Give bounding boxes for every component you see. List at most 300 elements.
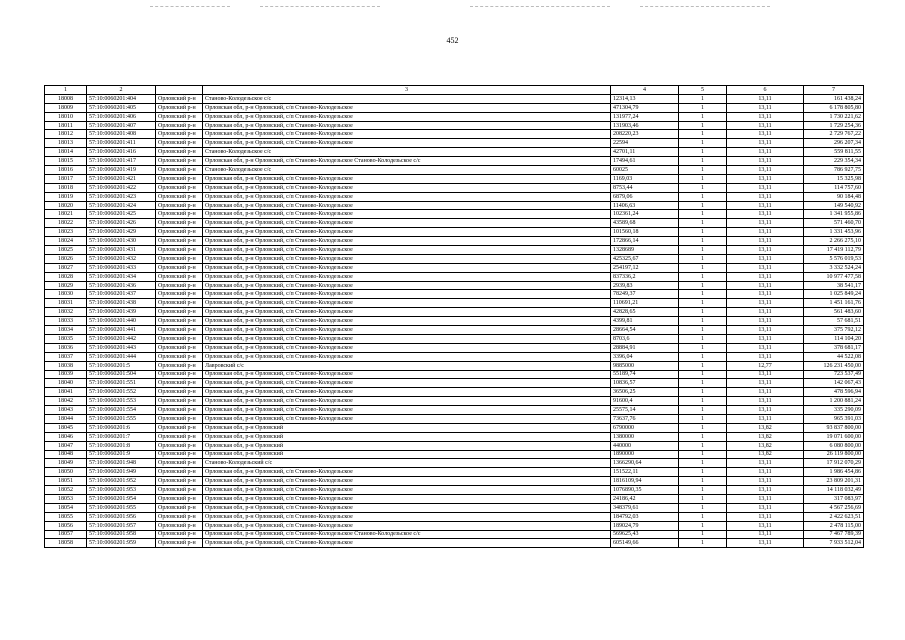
district-cell: Орловский р-н [156, 219, 203, 228]
table-row [45, 441, 864, 450]
area-cell: 78249,37 [611, 290, 679, 299]
value-cell: 1 200 881,24 [804, 397, 864, 406]
area-cell: 73637,76 [611, 414, 679, 423]
cadastral-number-cell: 57:10:0060201:955 [87, 503, 156, 512]
table-row [45, 308, 864, 317]
scan-artifact-line [640, 6, 770, 7]
value-cell: 6 178 805,80 [804, 103, 864, 112]
cadastral-number-cell: 57:10:0060201:953 [87, 486, 156, 495]
district-cell: Орловский р-н [156, 139, 203, 148]
cadastral-table [44, 85, 864, 548]
value-cell: 2 266 275,10 [804, 237, 864, 246]
address-cell: Орловская обл, р-н Орловский, с/п Станово-Колодезьское [203, 477, 611, 486]
value-cell: 10 977 477,58 [804, 272, 864, 281]
district-cell: Орловский р-н [156, 441, 203, 450]
row-number-cell: 18011 [45, 121, 87, 130]
count-cell: 1 [679, 397, 727, 406]
district-cell: Орловский р-н [156, 326, 203, 335]
area-cell: 102361,24 [611, 210, 679, 219]
district-cell: Орловский р-н [156, 521, 203, 530]
table-row [45, 343, 864, 352]
count-cell: 1 [679, 432, 727, 441]
row-number-cell: 18008 [45, 94, 87, 103]
value-cell: 1 331 453,96 [804, 228, 864, 237]
address-cell: Станово-Колодезьский с/с [203, 459, 611, 468]
row-number-cell: 18021 [45, 210, 87, 219]
table-row [45, 183, 864, 192]
address-cell: Орловская обл, р-н Орловский [203, 441, 611, 450]
area-cell: 3396,04 [611, 352, 679, 361]
page-number: 452 [446, 36, 459, 45]
address-cell: Станово-Колодезьское с/с [203, 94, 611, 103]
count-cell: 1 [679, 441, 727, 450]
row-number-cell: 18056 [45, 521, 87, 530]
rate-cell: 12,77 [727, 361, 804, 370]
scan-artifact-line [260, 6, 380, 7]
table-row [45, 166, 864, 175]
count-cell: 1 [679, 388, 727, 397]
area-cell: 254197,12 [611, 263, 679, 272]
address-cell: Орловская обл, р-н Орловский, с/п Станово-Колодезьское [203, 254, 611, 263]
district-cell: Орловский р-н [156, 388, 203, 397]
count-cell: 1 [679, 290, 727, 299]
count-cell: 1 [679, 228, 727, 237]
area-cell: 28664,54 [611, 326, 679, 335]
cadastral-number-cell: 57:10:0060201:504 [87, 370, 156, 379]
value-cell: 44 522,08 [804, 352, 864, 361]
count-cell: 1 [679, 219, 727, 228]
cadastral-number-cell: 57:10:0060201:411 [87, 139, 156, 148]
count-cell: 1 [679, 148, 727, 157]
cadastral-number-cell: 57:10:0060201:9 [87, 450, 156, 459]
area-cell: 348379,61 [611, 503, 679, 512]
address-cell: Орловская обл, р-н Орловский, с/п Станово-Колодезьское [203, 299, 611, 308]
area-cell: 1380000 [611, 432, 679, 441]
row-number-cell: 18052 [45, 486, 87, 495]
rate-cell: 13,11 [727, 103, 804, 112]
district-cell: Орловский р-н [156, 237, 203, 246]
row-number-cell: 18043 [45, 406, 87, 415]
address-cell: Орловская обл, р-н Орловский, с/п Станово-Колодезьское [203, 370, 611, 379]
district-cell: Орловский р-н [156, 361, 203, 370]
rate-cell: 13,82 [727, 450, 804, 459]
table-row [45, 414, 864, 423]
row-number-cell: 18029 [45, 281, 87, 290]
row-number-cell: 18050 [45, 468, 87, 477]
value-cell: 4 567 256,69 [804, 503, 864, 512]
address-cell: Орловская обл, р-н Орловский, с/п Станово-Колодезьское [203, 308, 611, 317]
district-cell: Орловский р-н [156, 317, 203, 326]
row-number-cell: 18037 [45, 352, 87, 361]
row-number-cell: 18045 [45, 423, 87, 432]
column-header: 4 [611, 86, 679, 95]
value-cell: 93 837 800,00 [804, 423, 864, 432]
value-cell: 23 809 201,31 [804, 477, 864, 486]
district-cell: Орловский р-н [156, 183, 203, 192]
row-number-cell: 18010 [45, 112, 87, 121]
table-row [45, 432, 864, 441]
scan-artifact-line [150, 6, 230, 7]
address-cell: Орловская обл, р-н Орловский, с/п Станово-Колодезьское [203, 334, 611, 343]
rate-cell: 13,11 [727, 201, 804, 210]
cadastral-number-cell: 57:10:0060201:956 [87, 512, 156, 521]
count-cell: 1 [679, 468, 727, 477]
count-cell: 1 [679, 254, 727, 263]
address-cell: Орловская обл, р-н Орловский, с/п Станово-Колодезьское [203, 317, 611, 326]
rate-cell: 13,11 [727, 157, 804, 166]
area-cell: 1328689 [611, 246, 679, 255]
area-cell: 60025 [611, 166, 679, 175]
area-cell: 28884,91 [611, 343, 679, 352]
address-cell: Орловская обл, р-н Орловский, с/п Станово-Колодезьское [203, 272, 611, 281]
area-cell: 91600,4 [611, 397, 679, 406]
cadastral-number-cell: 57:10:0060201:422 [87, 183, 156, 192]
table-row [45, 174, 864, 183]
cadastral-number-cell: 57:10:0060201:431 [87, 246, 156, 255]
column-header: 3 [203, 86, 611, 95]
area-cell: 43589,68 [611, 219, 679, 228]
table-row [45, 148, 864, 157]
district-cell: Орловский р-н [156, 157, 203, 166]
count-cell: 1 [679, 299, 727, 308]
table-row [45, 539, 864, 548]
row-number-cell: 18044 [45, 414, 87, 423]
area-cell: 6879,06 [611, 192, 679, 201]
district-cell: Орловский р-н [156, 148, 203, 157]
table-row [45, 423, 864, 432]
column-header [156, 86, 203, 95]
row-number-cell: 18016 [45, 166, 87, 175]
table-row [45, 370, 864, 379]
count-cell: 1 [679, 352, 727, 361]
address-cell: Орловская обл, р-н Орловский, с/п Станово-Колодезьское [203, 468, 611, 477]
rate-cell: 13,11 [727, 290, 804, 299]
count-cell: 1 [679, 539, 727, 548]
count-cell: 1 [679, 423, 727, 432]
value-cell: 1 451 161,76 [804, 299, 864, 308]
rate-cell: 13,11 [727, 281, 804, 290]
rate-cell: 13,11 [727, 94, 804, 103]
area-cell: 131977,24 [611, 112, 679, 121]
row-number-cell: 18038 [45, 361, 87, 370]
area-cell: 12314,13 [611, 94, 679, 103]
value-cell: 114 104,20 [804, 334, 864, 343]
district-cell: Орловский р-н [156, 539, 203, 548]
table-row [45, 352, 864, 361]
value-cell: 142 067,43 [804, 379, 864, 388]
rate-cell: 13,11 [727, 130, 804, 139]
cadastral-number-cell: 57:10:0060201:419 [87, 166, 156, 175]
table-row [45, 317, 864, 326]
rate-cell: 13,11 [727, 228, 804, 237]
table-row [45, 263, 864, 272]
district-cell: Орловский р-н [156, 512, 203, 521]
address-cell: Орловская обл, р-н Орловский, с/п Станово-Колодезьское [203, 103, 611, 112]
table-row [45, 459, 864, 468]
district-cell: Орловский р-н [156, 477, 203, 486]
area-cell: 2939,83 [611, 281, 679, 290]
count-cell: 1 [679, 237, 727, 246]
district-cell: Орловский р-н [156, 503, 203, 512]
row-number-cell: 18048 [45, 450, 87, 459]
district-cell: Орловский р-н [156, 379, 203, 388]
address-cell: Орловская обл, р-н Орловский, с/п Станово-Колодезьское [203, 237, 611, 246]
district-cell: Орловский р-н [156, 272, 203, 281]
address-cell: Орловская обл, р-н Орловский, с/п Станово-Колодезьское [203, 406, 611, 415]
address-cell: Орловская обл, р-н Орловский, с/п Станово-Колодезьское [203, 210, 611, 219]
count-cell: 1 [679, 263, 727, 272]
cadastral-number-cell: 57:10:0060201:440 [87, 317, 156, 326]
rate-cell: 13,11 [727, 343, 804, 352]
table-row [45, 246, 864, 255]
value-cell: 723 537,49 [804, 370, 864, 379]
address-cell: Орловская обл, р-н Орловский, с/п Станово-Колодезьское Станово-Колодезьское с/с [203, 157, 611, 166]
rate-cell: 13,11 [727, 494, 804, 503]
count-cell: 1 [679, 174, 727, 183]
value-cell: 561 483,60 [804, 308, 864, 317]
rate-cell: 13,11 [727, 486, 804, 495]
count-cell: 1 [679, 361, 727, 370]
value-cell: 1 729 254,36 [804, 121, 864, 130]
area-cell: 440000 [611, 441, 679, 450]
row-number-cell: 18055 [45, 512, 87, 521]
value-cell: 478 596,94 [804, 388, 864, 397]
row-number-cell: 18030 [45, 290, 87, 299]
value-cell: 6 080 800,00 [804, 441, 864, 450]
rate-cell: 13,11 [727, 112, 804, 121]
count-cell: 1 [679, 477, 727, 486]
value-cell: 17 912 070,29 [804, 459, 864, 468]
area-cell: 184792,03 [611, 512, 679, 521]
count-cell: 1 [679, 210, 727, 219]
district-cell: Орловский р-н [156, 468, 203, 477]
count-cell: 1 [679, 406, 727, 415]
table-row [45, 157, 864, 166]
table-row [45, 477, 864, 486]
cadastral-number-cell: 57:10:0060201:417 [87, 157, 156, 166]
district-cell: Орловский р-н [156, 210, 203, 219]
rate-cell: 13,11 [727, 388, 804, 397]
district-cell: Орловский р-н [156, 432, 203, 441]
rate-cell: 13,11 [727, 512, 804, 521]
count-cell: 1 [679, 112, 727, 121]
rate-cell: 13,82 [727, 432, 804, 441]
district-cell: Орловский р-н [156, 370, 203, 379]
value-cell: 126 231 450,00 [804, 361, 864, 370]
table-row [45, 406, 864, 415]
cadastral-number-cell: 57:10:0060201:421 [87, 174, 156, 183]
cadastral-number-cell: 57:10:0060201:443 [87, 343, 156, 352]
table-row [45, 94, 864, 103]
table-row [45, 201, 864, 210]
district-cell: Орловский р-н [156, 166, 203, 175]
cadastral-number-cell: 57:10:0060201:7 [87, 432, 156, 441]
area-cell: 9885000 [611, 361, 679, 370]
district-cell: Орловский р-н [156, 530, 203, 539]
address-cell: Орловская обл, р-н Орловский, с/п Станово-Колодезьское [203, 326, 611, 335]
rate-cell: 13,11 [727, 539, 804, 548]
table-row [45, 486, 864, 495]
value-cell: 90 184,48 [804, 192, 864, 201]
value-cell: 2 422 623,51 [804, 512, 864, 521]
address-cell: Орловская обл, р-н Орловский, с/п Станово-Колодезьское [203, 512, 611, 521]
address-cell: Орловская обл, р-н Орловский, с/п Станово-Колодезьское [203, 130, 611, 139]
row-number-cell: 18009 [45, 103, 87, 112]
table-row [45, 388, 864, 397]
count-cell: 1 [679, 281, 727, 290]
cadastral-number-cell: 57:10:0060201:5 [87, 361, 156, 370]
value-cell: 14 118 032,49 [804, 486, 864, 495]
row-number-cell: 18019 [45, 192, 87, 201]
cadastral-number-cell: 57:10:0060201:430 [87, 237, 156, 246]
row-number-cell: 18047 [45, 441, 87, 450]
address-cell: Орловская обл, р-н Орловский, с/п Станово-Колодезьское [203, 539, 611, 548]
address-cell: Орловская обл, р-н Орловский, с/п Станово-Колодезьское [203, 397, 611, 406]
area-cell: 55189,74 [611, 370, 679, 379]
cadastral-number-cell: 57:10:0060201:433 [87, 263, 156, 272]
value-cell: 1 730 221,62 [804, 112, 864, 121]
area-cell: 17494,61 [611, 157, 679, 166]
cadastral-number-cell: 57:10:0060201:948 [87, 459, 156, 468]
district-cell: Орловский р-н [156, 308, 203, 317]
cadastral-number-cell: 57:10:0060201:555 [87, 414, 156, 423]
cadastral-number-cell: 57:10:0060201:957 [87, 521, 156, 530]
rate-cell: 13,11 [727, 459, 804, 468]
rate-cell: 13,11 [727, 477, 804, 486]
district-cell: Орловский р-н [156, 121, 203, 130]
address-cell: Орловская обл, р-н Орловский, с/п Станово-Колодезьское [203, 183, 611, 192]
rate-cell: 13,11 [727, 237, 804, 246]
count-cell: 1 [679, 139, 727, 148]
rate-cell: 13,11 [727, 121, 804, 130]
count-cell: 1 [679, 459, 727, 468]
cadastral-number-cell: 57:10:0060201:405 [87, 103, 156, 112]
cadastral-number-cell: 57:10:0060201:552 [87, 388, 156, 397]
value-cell: 786 927,75 [804, 166, 864, 175]
district-cell: Орловский р-н [156, 112, 203, 121]
table-row [45, 503, 864, 512]
row-number-cell: 18028 [45, 272, 87, 281]
address-cell: Орловская обл, р-н Орловский, с/п Станово-Колодезьское [203, 121, 611, 130]
area-cell: 172866,14 [611, 237, 679, 246]
row-number-cell: 18014 [45, 148, 87, 157]
value-cell: 1 341 955,86 [804, 210, 864, 219]
rate-cell: 13,11 [727, 530, 804, 539]
area-cell: 36506,25 [611, 388, 679, 397]
area-cell: 1076890,35 [611, 486, 679, 495]
district-cell: Орловский р-н [156, 406, 203, 415]
rate-cell: 13,11 [727, 219, 804, 228]
count-cell: 1 [679, 192, 727, 201]
cadastral-number-cell: 57:10:0060201:436 [87, 281, 156, 290]
table-row [45, 361, 864, 370]
row-number-cell: 18034 [45, 326, 87, 335]
count-cell: 1 [679, 157, 727, 166]
area-cell: 151522,11 [611, 468, 679, 477]
area-cell: 471304,79 [611, 103, 679, 112]
area-cell: 1366290,64 [611, 459, 679, 468]
value-cell: 57 681,51 [804, 317, 864, 326]
row-number-cell: 18015 [45, 157, 87, 166]
area-cell: 208220,23 [611, 130, 679, 139]
address-cell: Орловская обл, р-н Орловский, с/п Станово-Колодезьское Станово-Колодезьское с/с [203, 530, 611, 539]
address-cell: Орловская обл, р-н Орловский [203, 423, 611, 432]
district-cell: Орловский р-н [156, 94, 203, 103]
table-row [45, 530, 864, 539]
row-number-cell: 18023 [45, 228, 87, 237]
value-cell: 1 986 454,86 [804, 468, 864, 477]
table-row [45, 379, 864, 388]
address-cell: Орловская обл, р-н Орловский, с/п Станово-Колодезьское [203, 174, 611, 183]
rate-cell: 13,11 [727, 263, 804, 272]
value-cell: 7 933 512,04 [804, 539, 864, 548]
row-number-cell: 18022 [45, 219, 87, 228]
address-cell: Орловская обл, р-н Орловский, с/п Станово-Колодезьское [203, 503, 611, 512]
cadastral-number-cell: 57:10:0060201:426 [87, 219, 156, 228]
table-row [45, 494, 864, 503]
row-number-cell: 18057 [45, 530, 87, 539]
table-row [45, 112, 864, 121]
table-row [45, 299, 864, 308]
rate-cell: 13,11 [727, 299, 804, 308]
address-cell: Орловская обл, р-н Орловский, с/п Станово-Колодезьское [203, 379, 611, 388]
column-header: 5 [679, 86, 727, 95]
table-row [45, 512, 864, 521]
cadastral-number-cell: 57:10:0060201:408 [87, 130, 156, 139]
rate-cell: 13,11 [727, 379, 804, 388]
value-cell: 559 811,55 [804, 148, 864, 157]
value-cell: 229 354,34 [804, 157, 864, 166]
count-cell: 1 [679, 166, 727, 175]
table-row [45, 334, 864, 343]
address-cell: Орловская обл, р-н Орловский, с/п Станово-Колодезьское [203, 246, 611, 255]
address-cell: Орловская обл, р-н Орловский [203, 450, 611, 459]
table-row [45, 192, 864, 201]
district-cell: Орловский р-н [156, 263, 203, 272]
district-cell: Орловский р-н [156, 494, 203, 503]
area-cell: 837336,2 [611, 272, 679, 281]
count-cell: 1 [679, 317, 727, 326]
row-number-cell: 18054 [45, 503, 87, 512]
value-cell: 161 438,24 [804, 94, 864, 103]
count-cell: 1 [679, 308, 727, 317]
area-cell: 42828,65 [611, 308, 679, 317]
value-cell: 335 290,09 [804, 406, 864, 415]
rate-cell: 13,11 [727, 334, 804, 343]
table-row [45, 281, 864, 290]
district-cell: Орловский р-н [156, 450, 203, 459]
rate-cell: 13,11 [727, 406, 804, 415]
rate-cell: 13,11 [727, 468, 804, 477]
scan-artifact-line [470, 6, 610, 7]
area-cell: 24186,42 [611, 494, 679, 503]
table-row [45, 130, 864, 139]
district-cell: Орловский р-н [156, 352, 203, 361]
value-cell: 296 207,34 [804, 139, 864, 148]
address-cell: Лавровский с/с [203, 361, 611, 370]
district-cell: Орловский р-н [156, 423, 203, 432]
address-cell: Орловская обл, р-н Орловский, с/п Станово-Колодезьское [203, 228, 611, 237]
row-number-cell: 18033 [45, 317, 87, 326]
address-cell: Орловская обл, р-н Орловский, с/п Станово-Колодезьское [203, 281, 611, 290]
count-cell: 1 [679, 530, 727, 539]
area-cell: 10836,57 [611, 379, 679, 388]
count-cell: 1 [679, 94, 727, 103]
row-number-cell: 18024 [45, 237, 87, 246]
area-cell: 11406,63 [611, 201, 679, 210]
row-number-cell: 18026 [45, 254, 87, 263]
area-cell: 4399,81 [611, 317, 679, 326]
